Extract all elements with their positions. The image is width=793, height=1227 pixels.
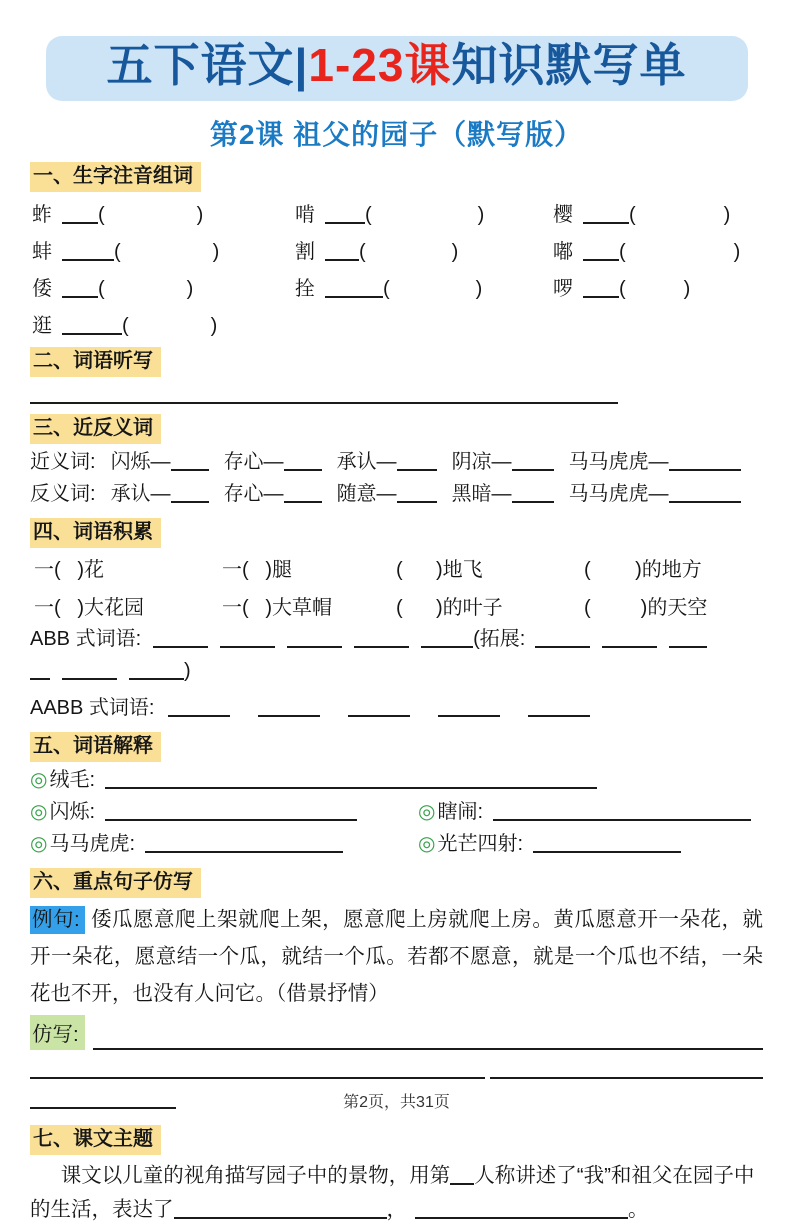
pinyin-blank [583,244,619,261]
word: 存心— [223,450,284,473]
answer-blank [258,700,320,717]
answer-blank [348,700,410,717]
abb-words-line-1 [30,624,763,654]
word: 马马虎虎— [568,482,669,505]
pinyin-item [32,309,295,338]
circle-bullet-icon: ◎ [30,768,48,791]
definition-word: 光芒四射: [437,832,524,855]
answer-blank [669,454,741,471]
open-paren: ( [619,277,626,300]
word-blank-gap [636,220,724,221]
section-1-header: 一、生字注音组词 [30,162,201,192]
word: 马马虎虎— [568,450,669,473]
answer-blank [512,486,554,503]
open-paren: ( [629,203,636,226]
definition-word: 闪烁: [49,800,96,823]
imitation-blank-line [93,1030,763,1050]
answer-blank [528,700,590,717]
example-paragraph [30,901,763,1012]
answer-blank [397,486,437,503]
close-paren: ) [451,240,459,263]
pinyin-grid [32,198,763,338]
word: 随意— [336,482,397,505]
answer-blank [669,631,707,648]
pinyin-blank [583,281,619,298]
section-7-header: 七、课文主题 [30,1125,161,1155]
answer-blank [284,486,322,503]
answer-blank [354,631,409,648]
antonyms-line [30,479,763,509]
close-paren: ) [733,240,741,263]
word-blank-gap [129,331,211,332]
extension-label: (拓展: [473,627,526,650]
word: 阴凉— [451,450,512,473]
circle-bullet-icon: ◎ [418,832,436,855]
fill-phrase: 一( )花 [34,558,104,581]
answer-blank [129,663,184,680]
definition-blank [105,772,597,789]
new-character: 逛 [32,314,52,337]
close-paren: ) [723,203,731,226]
page-footer: 第2页，共31页 [343,1094,450,1111]
theme-text-b: 人称讲述了“我”和祖父在园子中的生活，表达了 [30,1163,755,1221]
close-paren: ) [683,277,691,300]
new-character: 樱 [553,203,573,226]
blank-line-segment [490,1077,763,1079]
word: 闪烁— [110,450,171,473]
answer-blank [602,631,657,648]
open-paren: ( [98,277,105,300]
dictation-blank-line [30,402,618,404]
word-blank-gap [105,220,197,221]
example-label: 例句: [30,906,85,934]
close-paren: ) [196,203,204,226]
new-character: 蚱 [32,203,52,226]
comma: ， [386,1197,407,1221]
pinyin-item [553,272,763,301]
section-2-header-row [30,347,763,377]
close-paren: ) [186,277,194,300]
theme-blank [174,1202,387,1219]
fill-phrase: ( )的天空 [584,596,708,619]
word: 存心— [223,482,284,505]
definition-blank [533,836,681,853]
pinyin-item [32,198,295,227]
open-paren: ( [359,240,366,263]
open-paren: ( [98,203,105,226]
close-paren: ) [212,240,220,263]
pinyin-item [32,272,295,301]
fill-phrase: 一( )腿 [222,558,292,581]
period: 。 [628,1197,649,1221]
new-character: 啃 [295,203,315,226]
banner-text-right: 知识默写单 [451,39,687,91]
answer-blank [168,700,230,717]
word-blank-gap [121,257,213,258]
answer-blank [171,486,209,503]
theme-text-a: 课文以儿童的视角描写园子中的景物，用第 [60,1163,451,1187]
answer-blank [512,454,554,471]
pinyin-blank [62,318,122,335]
person-blank [450,1168,474,1185]
close-paren: ) [184,659,191,682]
word-blank-gap [372,220,478,221]
aabb-label: AABB 式词语: [30,696,155,719]
word: 黑暗— [451,482,512,505]
abb-words-line-2 [30,656,763,686]
pinyin-blank [325,281,383,298]
new-character: 倭 [32,277,52,300]
word-blank-gap [105,294,187,295]
fill-phrase: 一( )大花园 [34,596,144,619]
close-paren: ) [477,203,485,226]
answer-blank [535,631,590,648]
pinyin-blank [62,207,98,224]
word-accumulation-grid [34,553,763,620]
definition-blank [105,804,357,821]
pinyin-item [553,198,763,227]
aabb-words-line [30,693,763,723]
section-6-header-row [30,868,763,898]
section-3-header-row [30,414,763,444]
fill-phrase: ( )地飞 [396,558,483,581]
abb-label: ABB 式词语: [30,627,142,650]
banner-text-lesson-range: 1-23课 [308,39,452,91]
definition-word: 瞎闹: [437,800,484,823]
section-4-header: 四、词语积累 [30,518,161,548]
definition-word: 马马虎虎: [49,832,136,855]
answer-blank [171,454,209,471]
section-7-header-row [30,1125,763,1155]
theme-paragraph [30,1159,763,1227]
answer-blank [220,631,275,648]
circle-bullet-icon: ◎ [418,800,436,823]
section-5-header-row [30,732,763,762]
fill-phrase: ( )的地方 [584,558,702,581]
blank-line-segment [30,1077,485,1079]
section-3-header: 三、近反义词 [30,414,161,444]
answer-blank [153,631,208,648]
pinyin-item [295,235,553,264]
answer-blank [284,454,322,471]
pinyin-blank [62,281,98,298]
open-paren: ( [365,203,372,226]
word-blank-gap [626,257,734,258]
pinyin-item [295,198,553,227]
section-2-header: 二、词语听写 [30,347,161,377]
open-paren: ( [619,240,626,263]
section-4-header-row [30,518,763,548]
definition-blank [493,804,751,821]
section-1-header-row [30,162,763,192]
open-paren: ( [122,314,129,337]
answer-blank [397,454,437,471]
fill-phrase: ( )的叶子 [396,596,503,619]
new-character: 割 [295,240,315,263]
definition-line [30,829,763,859]
section-5-header: 五、词语解释 [30,732,161,762]
antonyms-label: 反义词: [30,482,96,505]
imitation-label: 仿写: [30,1015,85,1050]
pinyin-item [295,272,553,301]
open-paren: ( [114,240,121,263]
pinyin-blank [325,244,359,261]
synonyms-line [30,447,763,477]
title-banner [46,36,748,101]
answer-blank [421,631,473,648]
lesson-subtitle: 第2课 祖父的园子（默写版） [209,118,584,150]
pinyin-item [32,235,295,264]
definition-line [30,765,763,795]
theme-blank [415,1202,628,1219]
pinyin-item [553,235,763,264]
word: 承认— [336,450,397,473]
fill-phrase: 一( )大草帽 [222,596,332,619]
synonyms-label: 近义词: [30,450,96,473]
word-blank-gap [390,294,476,295]
new-character: 啰 [553,277,573,300]
word-blank-gap [366,257,452,258]
close-paren: ) [475,277,483,300]
pinyin-blank [325,207,365,224]
imitation-blank-line-2 [30,1077,763,1079]
circle-bullet-icon: ◎ [30,832,48,855]
definition-line [30,797,763,827]
imitation-row [30,1015,763,1050]
section-6-header: 六、重点句子仿写 [30,868,201,898]
new-character: 拴 [295,277,315,300]
close-paren: ) [210,314,218,337]
new-character: 蚌 [32,240,52,263]
answer-blank [438,700,500,717]
example-sentence: 倭瓜愿意爬上架就爬上架，愿意爬上房就爬上房。黄瓜愿意开一朵花，就开一朵花，愿意结一个瓜，就结一个瓜。若都不愿意，就是一个瓜也不结，一朵花也不开，也没有人问它。（借景抒情） [30,907,763,1005]
pinyin-blank [583,207,629,224]
new-character: 嘟 [553,240,573,263]
circle-bullet-icon: ◎ [30,800,48,823]
definition-word: 绒毛: [49,768,96,791]
open-paren: ( [383,277,390,300]
pinyin-blank [62,244,114,261]
answer-blank [287,631,342,648]
definition-blank [145,836,343,853]
answer-blank [669,486,741,503]
banner-text-left: 五下语文| [106,39,309,91]
word-blank-gap [626,294,684,295]
answer-blank [30,663,50,680]
word: 承认— [110,482,171,505]
answer-blank [62,663,117,680]
